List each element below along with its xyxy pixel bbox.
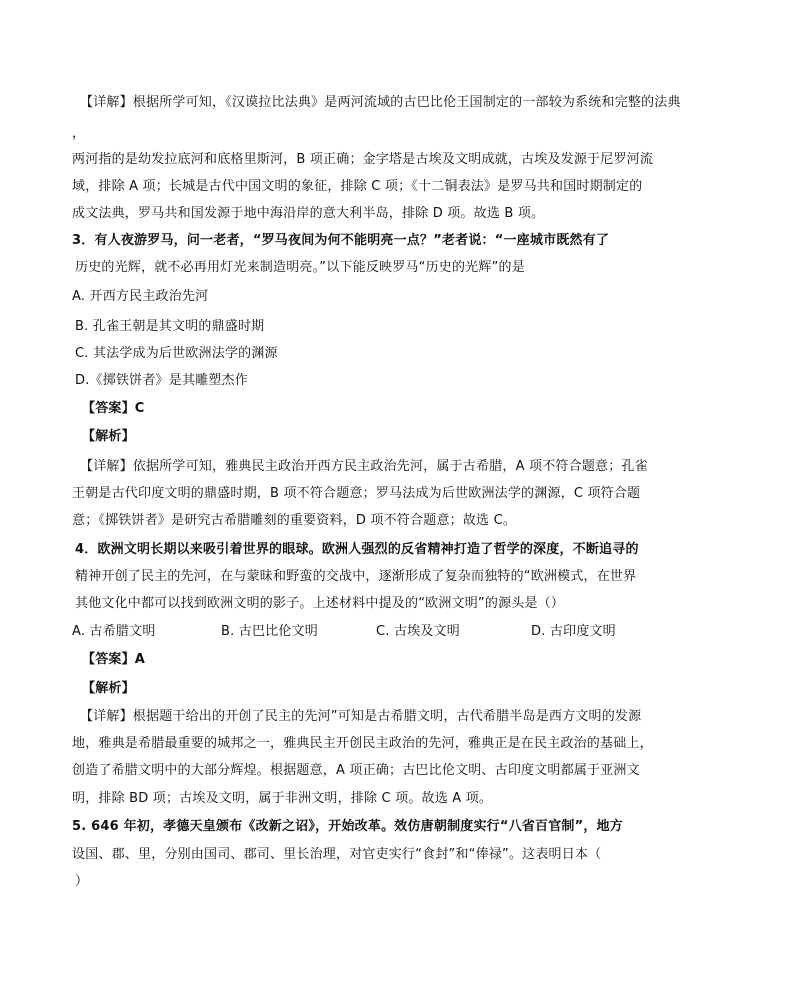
explanation-2-line-1: 【详解】根据所学可知，《汉谟拉比法典》是两河流域的古巴比伦王国制定的一部较为系统和完整的法典 xyxy=(80,95,681,110)
explanation-2-line-4: 域，排除 A 项；长城是古代中国文明的象征，排除 C 项；《十二铜表法》是罗马共和国时期制定的 xyxy=(72,179,643,194)
question-3-option-d: D.《掷铁饼者》是其雕塑杰作 xyxy=(75,373,248,388)
explanation-2-line-2: ， xyxy=(72,126,86,141)
answer-3: 【答案】C xyxy=(82,401,145,416)
explanation-2-line-3: 两河指的是幼发拉底河和底格里斯河，B 项正确；金字塔是古埃及文明成就，古埃及发源于尼罗河流 xyxy=(72,152,654,167)
question-5-stem-line-3: ） xyxy=(75,874,89,889)
explanation-3-line-2: 王朝是古代印度文明的鼎盛时期，B 项不符合题意；罗马法成为后世欧洲法学的渊源，C 项符合题 xyxy=(72,486,641,501)
question-4-option-a: A. 古希腊文明 xyxy=(72,624,156,639)
explanation-3-line-3: 意；《掷铁饼者》是研究古希腊雕刻的重要资料，D 项不符合题意；故选 C。 xyxy=(72,513,517,528)
question-3-option-b: B. 孔雀王朝是其文明的鼎盛时期 xyxy=(75,319,265,334)
question-3-stem-line-2: 历史的光辉，就不必再用灯光来制造明亮。”以下能反映罗马“历史的光辉”的是 xyxy=(75,260,525,275)
question-4-option-b: B. 古巴比伦文明 xyxy=(221,624,318,639)
question-3-option-a: A. 开西方民主政治先河 xyxy=(72,289,209,304)
question-5-stem-line-2: 设国、郡、里，分别由国司、郡司、里长治理，对官吏实行“食封”和“俸禄”。这表明日本（ xyxy=(72,847,602,862)
explanation-4-line-3: 创造了希腊文明中的大部分辉煌。根据题意，A 项正确；古巴比伦文明、古印度文明都属于亚洲文 xyxy=(72,763,640,778)
question-5-stem-line-1: 5. 646 年初，孝德天皇颁布《改新之诏》，开始改革。效仿唐朝制度实行“八省百官制”，地方 xyxy=(72,819,623,834)
analysis-4-heading: 【解析】 xyxy=(82,681,135,696)
question-4-option-d: D. 古印度文明 xyxy=(531,624,616,639)
question-4-stem-line-2: 精神开创了民主的先河，在与蒙昧和野蛮的交战中，逐渐形成了复杂而独特的“欧洲模式，在世界 xyxy=(75,569,637,584)
question-4-stem-line-1: 4．欧洲文明长期以来吸引着世界的眼球。欧洲人强烈的反省精神打造了哲学的深度，不断追寻的 xyxy=(75,542,639,557)
explanation-4-line-1: 【详解】根据题干给出的开创了民主的先河”可知是古希腊文明，古代希腊半岛是西方文明的发源 xyxy=(80,709,642,724)
analysis-3-heading: 【解析】 xyxy=(82,429,135,444)
explanation-4-line-2: 地，雅典是希腊最重要的城邦之一，雅典民主开创民主政治的先河，雅典正是在民主政治的基础上， xyxy=(72,736,653,751)
question-3-stem-line-1: 3．有人夜游罗马，问一老者，“罗马夜间为何不能明亮一点？”老者说：“一座城市既然有了 xyxy=(72,233,610,248)
explanation-4-line-4: 明，排除 BD 项；古埃及文明，属于非洲文明，排除 C 项。故选 A 项。 xyxy=(72,791,493,806)
answer-4: 【答案】A xyxy=(82,652,146,667)
question-3-option-c: C. 其法学成为后世欧洲法学的渊源 xyxy=(75,346,278,361)
question-4-stem-line-3: 其他文化中都可以找到欧洲文明的影子。上述材料中提及的“欧洲文明”的源头是（） xyxy=(75,596,565,611)
explanation-3-line-1: 【详解】依据所学可知，雅典民主政治开西方民主政治先河，属于古希腊，A 项不符合题意；孔雀 xyxy=(80,459,648,474)
explanation-2-line-5: 成文法典，罗马共和国发源于地中海沿岸的意大利半岛，排除 D 项。故选 B 项。 xyxy=(72,206,545,221)
question-4-option-c: C. 古埃及文明 xyxy=(376,624,460,639)
